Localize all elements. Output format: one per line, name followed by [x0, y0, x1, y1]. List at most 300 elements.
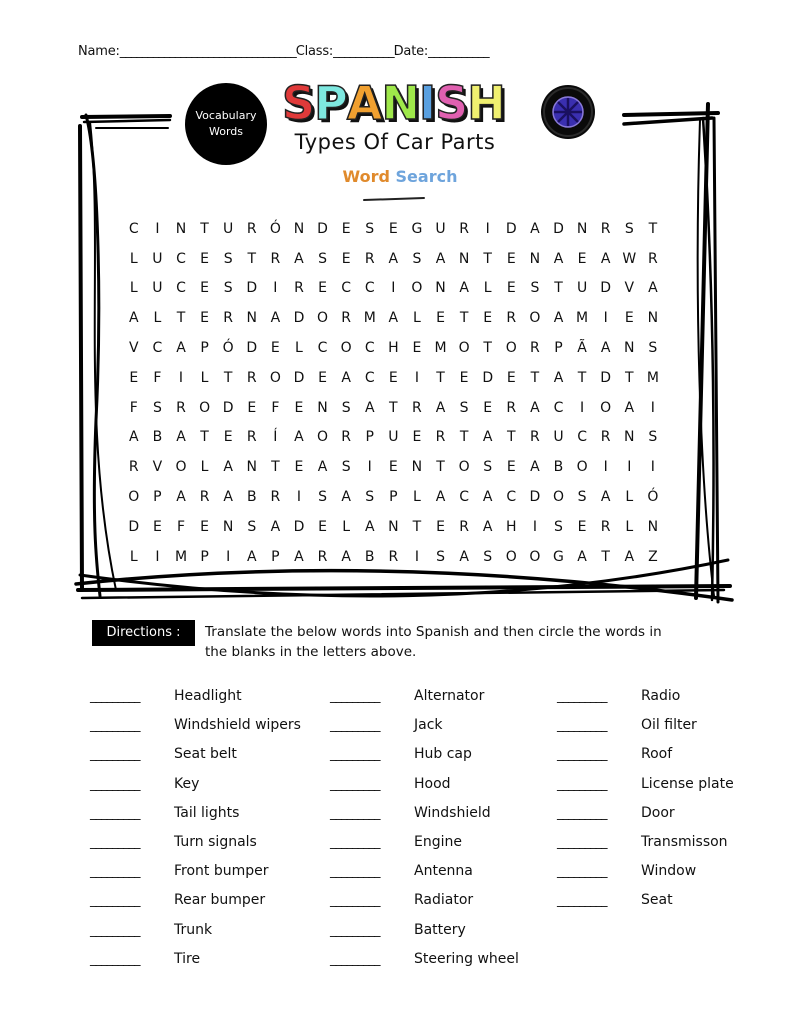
grid-letter[interactable]: L	[625, 489, 634, 506]
grid-letter[interactable]: S	[412, 250, 422, 267]
grid-letter[interactable]: A	[223, 489, 233, 506]
grid-letter[interactable]: A	[600, 250, 611, 267]
grid-letter[interactable]: T	[176, 310, 186, 327]
grid-letter[interactable]: Z	[648, 548, 658, 565]
grid-letter[interactable]: O	[529, 310, 541, 327]
grid-letter[interactable]: I	[603, 310, 608, 327]
grid-letter[interactable]: O	[128, 489, 140, 506]
grid-letter[interactable]: E	[436, 518, 445, 535]
grid-letter[interactable]: S	[577, 489, 587, 506]
answer-blank[interactable]: _________	[90, 922, 140, 938]
grid-letter[interactable]: I	[155, 220, 160, 237]
grid-letter[interactable]: C	[553, 399, 564, 416]
grid-letter[interactable]: V	[624, 280, 635, 297]
answer-blank[interactable]: _________	[330, 776, 380, 792]
grid-letter[interactable]: R	[600, 518, 611, 535]
grid-letter[interactable]: H	[388, 340, 399, 357]
grid-letter[interactable]: R	[246, 220, 257, 237]
grid-letter[interactable]: A	[129, 310, 139, 327]
grid-letter[interactable]: P	[365, 429, 374, 446]
grid-letter[interactable]: N	[317, 399, 328, 416]
grid-letter[interactable]: E	[200, 280, 209, 297]
grid-letter[interactable]: T	[459, 310, 469, 327]
grid-letter[interactable]: L	[129, 280, 138, 297]
grid-letter[interactable]: R	[506, 399, 517, 416]
grid-letter[interactable]: A	[388, 310, 399, 327]
answer-blank[interactable]: _________	[90, 805, 140, 821]
grid-letter[interactable]: V	[152, 459, 163, 476]
grid-letter[interactable]: L	[295, 340, 303, 357]
grid-letter[interactable]: D	[293, 310, 305, 327]
grid-letter[interactable]: E	[318, 280, 327, 297]
grid-letter[interactable]: T	[624, 369, 634, 386]
grid-letter[interactable]: E	[200, 250, 209, 267]
grid-letter[interactable]: A	[341, 369, 351, 386]
grid-letter[interactable]: C	[341, 280, 352, 297]
grid-letter[interactable]: U	[152, 280, 163, 297]
grid-letter[interactable]: E	[388, 459, 398, 476]
grid-letter[interactable]: Ó	[222, 340, 234, 357]
grid-letter[interactable]: T	[389, 399, 398, 416]
grid-letter[interactable]: I	[296, 489, 302, 506]
grid-letter[interactable]: N	[435, 280, 446, 297]
grid-letter[interactable]: N	[411, 459, 423, 476]
grid-letter[interactable]: S	[554, 518, 563, 535]
answer-blank[interactable]: _________	[90, 718, 140, 734]
grid-letter[interactable]: Í	[273, 429, 278, 446]
grid-letter[interactable]: U	[576, 280, 588, 297]
grid-letter[interactable]: A	[364, 518, 375, 535]
grid-letter[interactable]: A	[600, 489, 611, 506]
grid-letter[interactable]: R	[199, 489, 210, 506]
grid-letter[interactable]: I	[367, 459, 372, 476]
grid-letter[interactable]: R	[647, 250, 658, 267]
grid-letter[interactable]: A	[553, 310, 564, 327]
grid-letter[interactable]: D	[293, 369, 305, 386]
grid-letter[interactable]: A	[435, 489, 446, 506]
grid-letter[interactable]: N	[647, 518, 659, 535]
grid-letter[interactable]: A	[600, 340, 611, 357]
grid-letter[interactable]: E	[388, 220, 398, 237]
grid-letter[interactable]: S	[483, 459, 493, 476]
grid-letter[interactable]: F	[129, 399, 138, 416]
grid-letter[interactable]: A	[270, 310, 281, 327]
grid-letter[interactable]: N	[246, 310, 257, 327]
grid-letter[interactable]: A	[530, 459, 540, 476]
grid-letter[interactable]: D	[600, 369, 612, 386]
answer-blank[interactable]: _________	[90, 834, 140, 850]
grid-letter[interactable]: A	[364, 399, 375, 416]
grid-letter[interactable]: T	[483, 250, 492, 267]
date-blank[interactable]: ___________	[428, 44, 489, 59]
grid-letter[interactable]: R	[600, 429, 611, 446]
grid-letter[interactable]: I	[155, 548, 160, 565]
grid-letter[interactable]: N	[388, 518, 399, 535]
grid-letter[interactable]: C	[459, 489, 469, 506]
grid-letter[interactable]: L	[153, 310, 162, 327]
answer-blank[interactable]: _________	[330, 922, 380, 938]
grid-letter[interactable]: I	[414, 548, 419, 565]
grid-letter[interactable]: O	[576, 459, 588, 476]
grid-letter[interactable]: D	[553, 220, 564, 237]
grid-letter[interactable]: A	[482, 429, 493, 446]
grid-letter[interactable]: T	[530, 369, 540, 386]
grid-letter[interactable]: V	[129, 340, 139, 357]
grid-letter[interactable]: O	[505, 340, 517, 357]
grid-letter[interactable]: D	[128, 518, 140, 535]
grid-letter[interactable]: D	[293, 518, 305, 535]
grid-letter[interactable]: E	[624, 310, 634, 327]
grid-letter[interactable]: S	[459, 399, 469, 416]
grid-letter[interactable]: E	[412, 340, 422, 357]
grid-letter[interactable]: A	[459, 280, 469, 297]
grid-letter[interactable]: L	[200, 459, 209, 476]
grid-letter[interactable]: A	[176, 489, 186, 506]
grid-letter[interactable]: O	[458, 459, 470, 476]
grid-letter[interactable]: E	[247, 399, 257, 416]
grid-letter[interactable]: E	[294, 459, 304, 476]
grid-letter[interactable]: F	[153, 369, 162, 386]
answer-blank[interactable]: _________	[330, 747, 380, 763]
grid-letter[interactable]: A	[246, 548, 257, 565]
grid-letter[interactable]: P	[389, 489, 398, 506]
grid-letter[interactable]: S	[436, 548, 445, 565]
grid-letter[interactable]: E	[152, 518, 162, 535]
grid-letter[interactable]: A	[294, 548, 304, 565]
grid-letter[interactable]: A	[129, 429, 139, 446]
grid-letter[interactable]: O	[505, 548, 517, 565]
grid-letter[interactable]: L	[342, 518, 351, 535]
answer-blank[interactable]: _________	[330, 834, 380, 850]
grid-letter[interactable]: R	[530, 429, 540, 446]
grid-letter[interactable]: O	[552, 489, 564, 506]
grid-letter[interactable]: A	[459, 548, 469, 565]
grid-letter[interactable]: C	[364, 340, 375, 357]
grid-letter[interactable]: S	[223, 250, 233, 267]
class-blank[interactable]: ___________	[333, 44, 394, 59]
grid-letter[interactable]: R	[435, 429, 446, 446]
grid-letter[interactable]: U	[388, 429, 399, 446]
grid-letter[interactable]: I	[226, 548, 231, 565]
grid-letter[interactable]: R	[341, 429, 351, 446]
grid-letter[interactable]: E	[388, 369, 398, 386]
grid-letter[interactable]: H	[506, 518, 517, 535]
grid-letter[interactable]: E	[412, 429, 422, 446]
grid-letter[interactable]: T	[436, 369, 445, 386]
answer-blank[interactable]: _________	[557, 689, 607, 704]
answer-blank[interactable]: _________	[90, 951, 140, 967]
grid-letter[interactable]: E	[459, 369, 469, 386]
answer-blank[interactable]: _________	[330, 864, 380, 880]
grid-letter[interactable]: A	[294, 250, 304, 267]
grid-letter[interactable]: M	[576, 310, 589, 327]
grid-letter[interactable]: A	[435, 399, 446, 416]
grid-letter[interactable]: R	[388, 548, 399, 565]
grid-letter[interactable]: O	[199, 399, 211, 416]
grid-letter[interactable]: S	[648, 429, 658, 446]
grid-letter[interactable]: L	[483, 280, 492, 297]
grid-letter[interactable]: O	[529, 548, 541, 565]
answer-blank[interactable]: _________	[330, 805, 380, 821]
grid-letter[interactable]: I	[603, 459, 608, 476]
grid-letter[interactable]: P	[271, 548, 280, 565]
grid-letter[interactable]: A	[482, 518, 493, 535]
grid-letter[interactable]: N	[293, 220, 305, 237]
grid-letter[interactable]: C	[364, 280, 375, 297]
answer-blank[interactable]: _________	[557, 834, 607, 850]
grid-letter[interactable]: T	[507, 429, 516, 446]
grid-letter[interactable]: E	[200, 310, 209, 327]
grid-letter[interactable]: T	[577, 369, 587, 386]
grid-letter[interactable]: E	[223, 429, 233, 446]
grid-letter[interactable]: B	[553, 459, 564, 476]
grid-letter[interactable]: U	[553, 429, 564, 446]
grid-letter[interactable]: N	[647, 310, 659, 327]
grid-letter[interactable]: L	[413, 489, 421, 506]
grid-letter[interactable]: Ã	[577, 340, 587, 357]
grid-letter[interactable]: R	[270, 250, 281, 267]
answer-blank[interactable]: _________	[557, 893, 607, 909]
grid-letter[interactable]: S	[365, 489, 375, 506]
answer-blank[interactable]: _________	[90, 689, 140, 704]
grid-letter[interactable]: R	[246, 369, 257, 386]
word-search-grid[interactable]	[122, 214, 682, 572]
answer-blank[interactable]: _________	[557, 864, 607, 880]
grid-letter[interactable]: R	[412, 399, 422, 416]
grid-letter[interactable]: A	[577, 548, 587, 565]
grid-letter[interactable]: E	[483, 399, 493, 416]
grid-letter[interactable]: C	[577, 429, 587, 446]
grid-letter[interactable]: S	[318, 250, 327, 267]
grid-letter[interactable]: C	[128, 220, 139, 237]
grid-letter[interactable]: O	[175, 459, 187, 476]
grid-letter[interactable]: A	[341, 548, 351, 565]
grid-letter[interactable]: S	[152, 399, 162, 416]
grid-letter[interactable]: I	[627, 459, 632, 476]
grid-letter[interactable]: R	[294, 280, 304, 297]
grid-letter[interactable]: O	[317, 429, 329, 446]
grid-letter[interactable]: O	[411, 280, 423, 297]
name-blank[interactable]: ________________________________	[119, 44, 296, 59]
grid-letter[interactable]: T	[200, 429, 209, 446]
grid-letter[interactable]: R	[364, 250, 375, 267]
grid-letter[interactable]: Ó	[647, 489, 659, 506]
grid-letter[interactable]: N	[624, 429, 635, 446]
grid-letter[interactable]: O	[600, 399, 612, 416]
answer-blank[interactable]: _________	[90, 864, 140, 880]
grid-letter[interactable]: E	[270, 340, 280, 357]
grid-letter[interactable]: I	[485, 220, 490, 237]
grid-letter[interactable]: P	[200, 548, 209, 565]
grid-letter[interactable]: L	[413, 310, 421, 327]
grid-letter[interactable]: T	[483, 340, 492, 357]
grid-letter[interactable]: N	[246, 459, 257, 476]
grid-letter[interactable]: S	[223, 280, 233, 297]
grid-letter[interactable]: P	[554, 340, 563, 357]
grid-letter[interactable]: R	[317, 548, 328, 565]
grid-letter[interactable]: S	[247, 518, 257, 535]
grid-letter[interactable]: I	[650, 459, 655, 476]
grid-letter[interactable]: S	[530, 280, 540, 297]
grid-letter[interactable]: B	[246, 489, 257, 506]
grid-letter[interactable]: C	[176, 280, 186, 297]
grid-letter[interactable]: A	[530, 399, 540, 416]
grid-letter[interactable]: R	[506, 310, 517, 327]
grid-letter[interactable]: E	[341, 250, 351, 267]
grid-letter[interactable]: Ó	[269, 220, 281, 237]
grid-letter[interactable]: A	[223, 459, 233, 476]
grid-letter[interactable]: U	[152, 250, 163, 267]
grid-letter[interactable]: D	[482, 369, 494, 386]
grid-letter[interactable]: S	[483, 548, 493, 565]
answer-blank[interactable]: _________	[90, 776, 140, 792]
answer-blank[interactable]: _________	[330, 893, 380, 909]
grid-letter[interactable]: R	[223, 310, 234, 327]
grid-letter[interactable]: A	[270, 518, 281, 535]
grid-letter[interactable]: T	[247, 250, 257, 267]
grid-letter[interactable]: P	[153, 489, 162, 506]
grid-letter[interactable]: R	[459, 518, 469, 535]
grid-letter[interactable]: R	[459, 220, 469, 237]
grid-letter[interactable]: I	[580, 399, 585, 416]
grid-letter[interactable]: R	[530, 340, 540, 357]
grid-letter[interactable]: T	[459, 429, 469, 446]
grid-letter[interactable]: U	[435, 220, 446, 237]
grid-letter[interactable]: T	[601, 548, 610, 565]
grid-letter[interactable]: O	[458, 340, 470, 357]
grid-letter[interactable]: P	[200, 340, 209, 357]
grid-letter[interactable]: T	[200, 220, 209, 237]
grid-letter[interactable]: A	[435, 250, 446, 267]
grid-letter[interactable]: W	[622, 250, 637, 267]
grid-letter[interactable]: R	[246, 429, 257, 446]
grid-letter[interactable]: L	[129, 548, 138, 565]
grid-letter[interactable]: E	[506, 280, 516, 297]
grid-letter[interactable]: F	[176, 518, 186, 535]
grid-letter[interactable]: E	[294, 399, 304, 416]
grid-letter[interactable]: E	[483, 310, 493, 327]
grid-letter[interactable]: I	[650, 399, 655, 416]
grid-letter[interactable]: C	[317, 340, 328, 357]
grid-letter[interactable]: L	[200, 369, 209, 386]
answer-blank[interactable]: _________	[557, 718, 607, 734]
grid-letter[interactable]: A	[388, 250, 399, 267]
grid-letter[interactable]: D	[529, 489, 541, 506]
grid-letter[interactable]: N	[175, 220, 187, 237]
answer-blank[interactable]: _________	[330, 689, 380, 704]
grid-letter[interactable]: E	[318, 518, 327, 535]
grid-letter[interactable]: G	[553, 548, 564, 565]
grid-letter[interactable]: S	[341, 459, 351, 476]
answer-blank[interactable]: _________	[330, 951, 380, 967]
grid-letter[interactable]: S	[341, 399, 351, 416]
grid-letter[interactable]: A	[482, 489, 493, 506]
grid-letter[interactable]: E	[506, 459, 516, 476]
grid-letter[interactable]: S	[648, 340, 658, 357]
grid-letter[interactable]: C	[176, 250, 186, 267]
grid-letter[interactable]: L	[129, 250, 138, 267]
answer-blank[interactable]: _________	[557, 805, 607, 821]
grid-letter[interactable]: D	[246, 340, 258, 357]
grid-letter[interactable]: S	[624, 220, 634, 237]
grid-letter[interactable]: C	[506, 489, 517, 506]
grid-letter[interactable]: C	[364, 369, 375, 386]
grid-letter[interactable]: F	[271, 399, 280, 416]
grid-letter[interactable]: M	[174, 548, 188, 565]
grid-letter[interactable]: N	[458, 250, 470, 267]
grid-letter[interactable]: E	[506, 250, 516, 267]
answer-blank[interactable]: _________	[90, 893, 140, 909]
grid-letter[interactable]: R	[128, 459, 139, 476]
grid-letter[interactable]: R	[176, 399, 186, 416]
grid-letter[interactable]: D	[222, 399, 234, 416]
grid-letter[interactable]: R	[341, 310, 351, 327]
grid-letter[interactable]: L	[625, 518, 634, 535]
grid-letter[interactable]: A	[294, 429, 304, 446]
answer-blank[interactable]: _________	[557, 776, 607, 792]
grid-letter[interactable]: A	[176, 340, 186, 357]
grid-letter[interactable]: A	[176, 429, 186, 446]
grid-letter[interactable]: A	[341, 489, 351, 506]
grid-letter[interactable]: N	[222, 518, 234, 535]
grid-letter[interactable]: A	[624, 399, 635, 416]
grid-letter[interactable]: E	[506, 369, 516, 386]
grid-letter[interactable]: I	[414, 369, 419, 386]
grid-letter[interactable]: A	[553, 369, 564, 386]
grid-letter[interactable]: E	[200, 518, 209, 535]
grid-letter[interactable]: T	[412, 518, 422, 535]
grid-letter[interactable]: E	[129, 369, 139, 386]
grid-letter[interactable]: T	[223, 369, 233, 386]
grid-letter[interactable]: A	[648, 280, 658, 297]
grid-letter[interactable]: C	[152, 340, 163, 357]
grid-letter[interactable]: E	[577, 518, 587, 535]
grid-letter[interactable]: I	[178, 369, 184, 386]
grid-letter[interactable]: A	[317, 459, 328, 476]
grid-letter[interactable]: D	[317, 220, 328, 237]
grid-letter[interactable]: D	[505, 220, 517, 237]
grid-letter[interactable]: N	[624, 340, 635, 357]
grid-letter[interactable]: M	[434, 340, 447, 357]
grid-letter[interactable]: R	[270, 489, 281, 506]
grid-letter[interactable]: D	[246, 280, 258, 297]
grid-letter[interactable]: T	[554, 280, 563, 297]
grid-letter[interactable]: S	[318, 489, 327, 506]
answer-blank[interactable]: _________	[557, 747, 607, 763]
grid-letter[interactable]: S	[365, 220, 375, 237]
grid-letter[interactable]: N	[529, 250, 541, 267]
grid-letter[interactable]: D	[600, 280, 612, 297]
answer-blank[interactable]: _________	[330, 718, 380, 734]
grid-letter[interactable]: M	[646, 369, 659, 386]
grid-letter[interactable]: A	[624, 548, 635, 565]
grid-letter[interactable]: E	[318, 369, 327, 386]
grid-letter[interactable]: I	[532, 518, 537, 535]
grid-letter[interactable]: B	[364, 548, 375, 565]
grid-letter[interactable]: O	[317, 310, 329, 327]
grid-letter[interactable]: E	[436, 310, 445, 327]
grid-letter[interactable]: T	[648, 220, 658, 237]
grid-letter[interactable]: I	[273, 280, 278, 297]
grid-letter[interactable]: R	[600, 220, 611, 237]
grid-letter[interactable]: U	[223, 220, 234, 237]
grid-letter[interactable]: A	[530, 220, 540, 237]
grid-letter[interactable]: E	[577, 250, 587, 267]
grid-letter[interactable]: B	[152, 429, 163, 446]
grid-letter[interactable]: O	[340, 340, 352, 357]
grid-letter[interactable]: O	[269, 369, 281, 386]
grid-letter[interactable]: T	[271, 459, 280, 476]
